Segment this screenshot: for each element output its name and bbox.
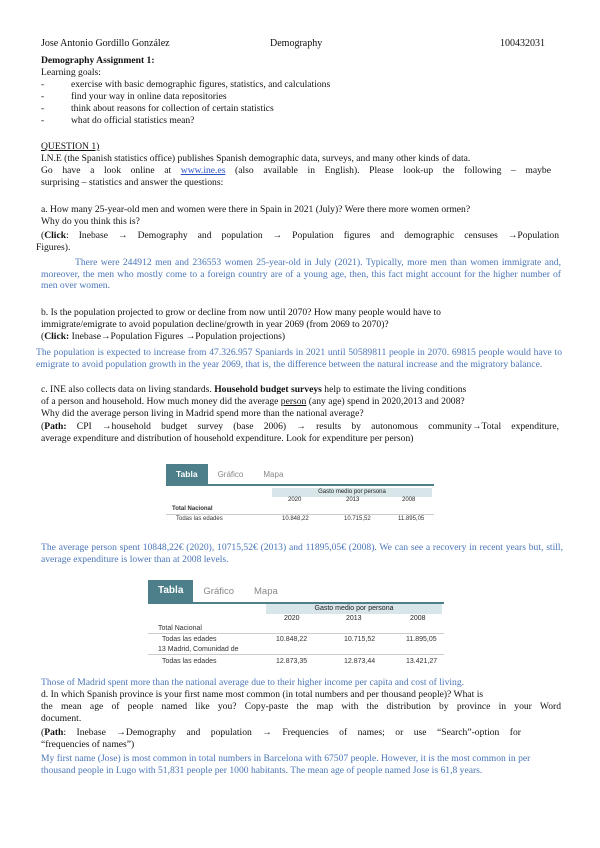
qd-question: the mean age of people named like you? Copy-paste the map with the distribution by province in your Word (41, 701, 561, 712)
row-label: Todas las edades (162, 658, 217, 665)
goal-item: - what do official statistics mean? (41, 115, 195, 126)
qb-question: b. Is the population projected to grow or decline from now until 2070? How many people would have to (41, 307, 441, 318)
goal-item: - exercise with basic demographic figures, statistics, and calculations (41, 79, 331, 90)
qa-answer: There were 244912 men and 236553 women 25-year-old in July (2021). Typically, more men than women immigrate and, moreover, the men who mostly come to a foreign country are of a young age, then, this fact might account for the higher number of men over women. (41, 257, 561, 292)
tab-mapa[interactable]: Mapa (254, 586, 278, 597)
table-tabs (148, 576, 444, 604)
ine-link[interactable]: www.ine.es (180, 165, 226, 176)
row-value: 11.895,05 (398, 516, 425, 522)
year-header: 2013 (346, 615, 362, 622)
qc-question: Why did the average person living in Madrid spend more than the national average? (41, 408, 364, 419)
qa-question: a. How many 25-year-old men and women were there in Spain in 2021 (July)? Were there more women ormen? (41, 204, 471, 215)
row-value: 10.848,22 (282, 516, 309, 522)
qa-question: Why do you think this is? (41, 216, 140, 227)
qd-answer: My first name (Jose) is most common in total numbers in Barcelona with 67507 people. However, it is the most common in per thousand people in Lugo with 51,831 people per 1000 habitants. The mean age of people named Jose is 61,8 years. (41, 753, 531, 776)
section-label: Total Nacional (158, 625, 202, 632)
year-header: 2008 (402, 497, 416, 503)
section-label: 13 Madrid, Comunidad de (158, 646, 239, 653)
q1-intro-line: I.N.E (the Spanish statistics office) publishes Spanish demographic data, surveys, and many other kinds of data. (41, 153, 471, 164)
table-tabs (166, 460, 434, 486)
group-header: Gasto medio por persona (266, 604, 442, 614)
group-header: Gasto medio por persona (272, 488, 432, 497)
qc-answer-1: The average person spent 10848,22€ (2020), 10715,52€ (2013) and 11895,05€ (2008). We can see a recovery in recent years but, still, average expenditure is lower than at 2008 levels. (41, 542, 563, 565)
header-author: Jose Antonio Gordillo González (41, 38, 170, 49)
q1-intro-line: Go have a look online at www.ine.es (also available in English). Please look-up the following – maybe (41, 165, 551, 176)
year-header: 2008 (410, 615, 426, 622)
qc-path: (Path: CPI →household budget survey (base 2006) → results by autonomous community→Total expenditure, (41, 421, 559, 432)
qb-question: immigrate/emigrate to avoid population decline/growth in year 2069 (from 2069 to 2070)? (41, 319, 389, 330)
year-header: 2013 (346, 497, 360, 503)
section-label: Total Nacional (172, 506, 213, 512)
header-student-id: 100432031 (500, 38, 545, 49)
row-value: 10.848,22 (276, 636, 308, 643)
goal-item: - think about reasons for collection of certain statistics (41, 103, 274, 114)
expenditure-table-national (166, 460, 434, 524)
question-1-heading: QUESTION 1) (41, 141, 100, 152)
q1-intro-line: surprising – statistics and answer the questions: (41, 177, 224, 188)
year-header: 2020 (284, 615, 300, 622)
row-value: 12.873,44 (344, 658, 376, 665)
tab-grafico[interactable]: Gráfico (203, 586, 235, 597)
tab-tabla[interactable]: Tabla (148, 580, 193, 602)
qa-click-path: Figures). (36, 242, 71, 253)
qd-path: “frequencies of names”) (41, 739, 135, 750)
qd-question: document. (41, 713, 82, 724)
row-value: 12.873,35 (276, 658, 308, 665)
qc-path: average expenditure and distribution of household expenditure. Look for expenditure per person) (41, 433, 414, 444)
qb-answer: The population is expected to increase from 47.326.957 Spaniards in 2021 until 50589811 people in 2070. 69815 people would have to emigrate to avoid population growth in the year 2069, that is, the difference between the natural increase and the migratory balance. (36, 347, 562, 370)
qc-question: of a person and household. How much money did the average person (any age) spend in 2020,2013 and 2008? (41, 396, 465, 407)
qa-click-path: (Click: Inebase → Demography and population → Population figures and demographic censuses →Population (41, 230, 559, 241)
qc-answer-2: Those of Madrid spent more than the national average due to their higher income per capita and cost of living. (41, 677, 465, 688)
tab-grafico[interactable]: Gráfico (217, 470, 244, 479)
row-value: 10.715,52 (344, 516, 371, 522)
row-value: 13.421,27 (406, 658, 438, 665)
learning-goals-label: Learning goals: (41, 67, 101, 78)
expenditure-table-madrid (148, 576, 444, 668)
header-subject: Demography (270, 38, 323, 49)
row-value: 11.895,05 (406, 636, 437, 643)
qb-click-path: (Click: Inebase→Population Figures →Population projections) (41, 331, 286, 342)
qc-question: c. INE also collects data on living standards. Household budget surveys help to estimate the living conditions (41, 384, 467, 395)
assignment-title: Demography Assignment 1: (41, 55, 155, 66)
qd-question: d. In which Spanish province is your first name most common (in total numbers and per thousand people)? What is (41, 689, 484, 700)
tab-tabla[interactable]: Tabla (166, 464, 208, 484)
goal-item: - find your way in online data repositories (41, 91, 227, 102)
year-header: 2020 (288, 497, 302, 503)
row-label: Todas las edades (162, 636, 217, 643)
row-value: 10.715,52 (344, 636, 376, 643)
tab-mapa[interactable]: Mapa (263, 470, 284, 479)
qd-path: (Path: Inebase →Demography and population → Frequencies of names; or use “Search”-option for (41, 727, 521, 738)
row-label: Todas las edades (176, 516, 223, 522)
